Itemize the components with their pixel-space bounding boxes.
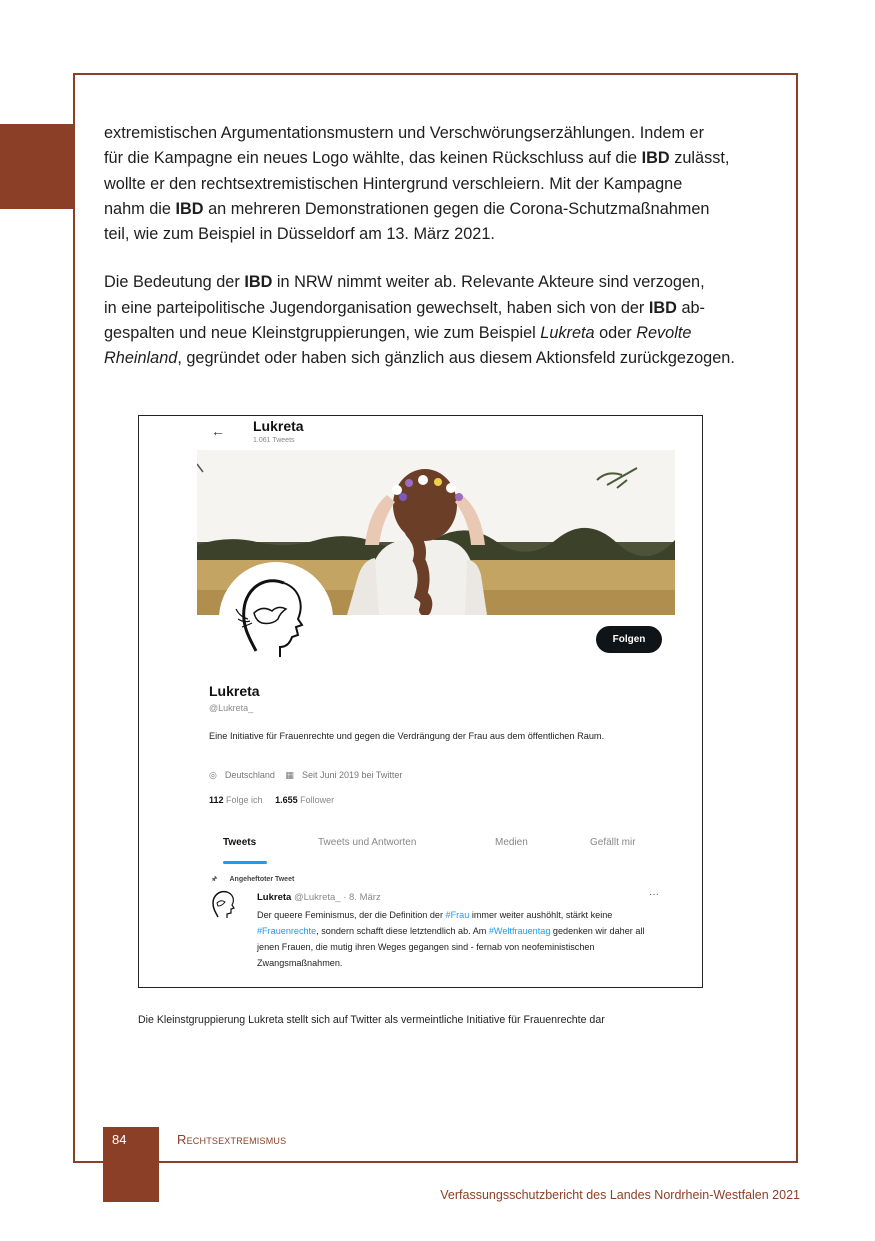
figure-caption: Die Kleinstgruppierung Lukreta stellt sich auf Twitter als vermeintliche Initiative für Frauenrechte dar	[138, 1014, 605, 1026]
p2-line-4: Rheinland, gegründet oder haben sich gänzlich aus diesem Aktionsfeld zurückgezogen.	[104, 349, 735, 368]
following-count[interactable]: 112	[209, 795, 224, 805]
follow-button[interactable]: Folgen	[596, 626, 662, 653]
p2-line-3: gespalten und neue Kleinstgruppierungen, wie zum Beispiel Lukreta oder Revolte	[104, 324, 692, 343]
calendar-icon: ▦	[285, 770, 294, 780]
profile-joined: Seit Juni 2019 bei Twitter	[301, 770, 403, 780]
section-title: Rechtsextremismus	[177, 1132, 287, 1147]
profile-stats	[209, 795, 334, 805]
following-label[interactable]: Folge ich	[226, 795, 263, 805]
pinned-label: 🖈 Angeheftoter Tweet	[211, 876, 295, 883]
tab-tweets[interactable]: Tweets	[223, 837, 257, 848]
p1-line-5: teil, wie zum Beispiel in Düsseldorf am 13. März 2021.	[104, 225, 495, 244]
header-profile-name: Lukreta	[253, 418, 304, 434]
publication-footer: Verfassungsschutzbericht des Landes Nordrhein-Westfalen 2021	[440, 1188, 800, 1202]
active-tab-indicator	[223, 861, 267, 864]
profile-handle: @Lukreta_	[209, 703, 254, 713]
tweet-avatar	[207, 887, 241, 921]
tab-likes[interactable]: Gefällt mir	[590, 837, 636, 848]
p2-line-2: in eine parteipolitische Jugendorganisation gewechselt, haben sich von der IBD ab-	[104, 298, 705, 317]
p1-line-2: für die Kampagne ein neues Logo wählte, das keinen Rückschluss auf die IBD zulässt,	[104, 149, 730, 168]
p1-line-1: extremistischen Argumentationsmustern und Verschwörungserzählungen. Indem er	[104, 124, 705, 142]
profile-location: Deutschland	[224, 770, 275, 780]
pin-icon: 🖈	[211, 876, 218, 883]
location-icon: ◎	[209, 770, 217, 780]
profile-bio: Eine Initiative für Frauenrechte und gegen die Verdrängung der Frau aus dem öffentlichen Raum.	[209, 731, 605, 741]
body-text	[104, 121, 784, 395]
tweet-text: Der queere Feminismus, der die Definition der #Frau immer weiter aushöhlt, stärkt keine #Frauenrechte, sondern schafft diese letztendlich ab. Am #Weltfrauentag gedenken wir daher all jenen Frauen, die mutig ihren Weges gegangen sind - fernab von neofeministischen Zwangsmaßnahmen.	[257, 910, 645, 968]
paragraph-2	[104, 270, 784, 371]
page-number: 84	[112, 1132, 127, 1147]
tab-tweets-and-replies[interactable]: Tweets und Antworten	[318, 837, 417, 848]
p1-line-4: nahm die IBD an mehreren Demonstrationen gegen die Corona-Schutzmaßnahmen	[104, 199, 710, 218]
more-icon[interactable]: ···	[649, 889, 659, 900]
twitter-profile-screenshot	[138, 415, 703, 988]
tab-media[interactable]: Medien	[495, 837, 528, 848]
p1-line-3: wollte er den rechtsextremistischen Hintergrund verschleiern. Mit der Kampagne	[104, 174, 683, 193]
hashtag-frau[interactable]: #Frau	[445, 910, 470, 920]
profile-name: Lukreta	[209, 683, 260, 699]
hashtag-weltfrauentag[interactable]: #Weltfrauentag	[488, 926, 551, 936]
back-arrow-icon: ←	[211, 423, 225, 439]
paragraph-1	[104, 121, 784, 247]
followers-count[interactable]: 1.655	[275, 795, 298, 805]
profile-avatar	[219, 562, 333, 676]
chapter-side-tab	[0, 124, 75, 209]
followers-label[interactable]: Follower	[300, 795, 335, 805]
hashtag-frauenrechte[interactable]: #Frauenrechte	[257, 926, 317, 936]
p2-line-1: Die Bedeutung der IBD in NRW nimmt weiter ab. Relevante Akteure sind verzogen,	[104, 273, 705, 292]
header-tweet-count: 1.061 Tweets	[253, 437, 295, 444]
tweet-header: Lukreta @Lukreta_ · 8. März	[257, 892, 381, 903]
profile-meta	[209, 770, 410, 781]
